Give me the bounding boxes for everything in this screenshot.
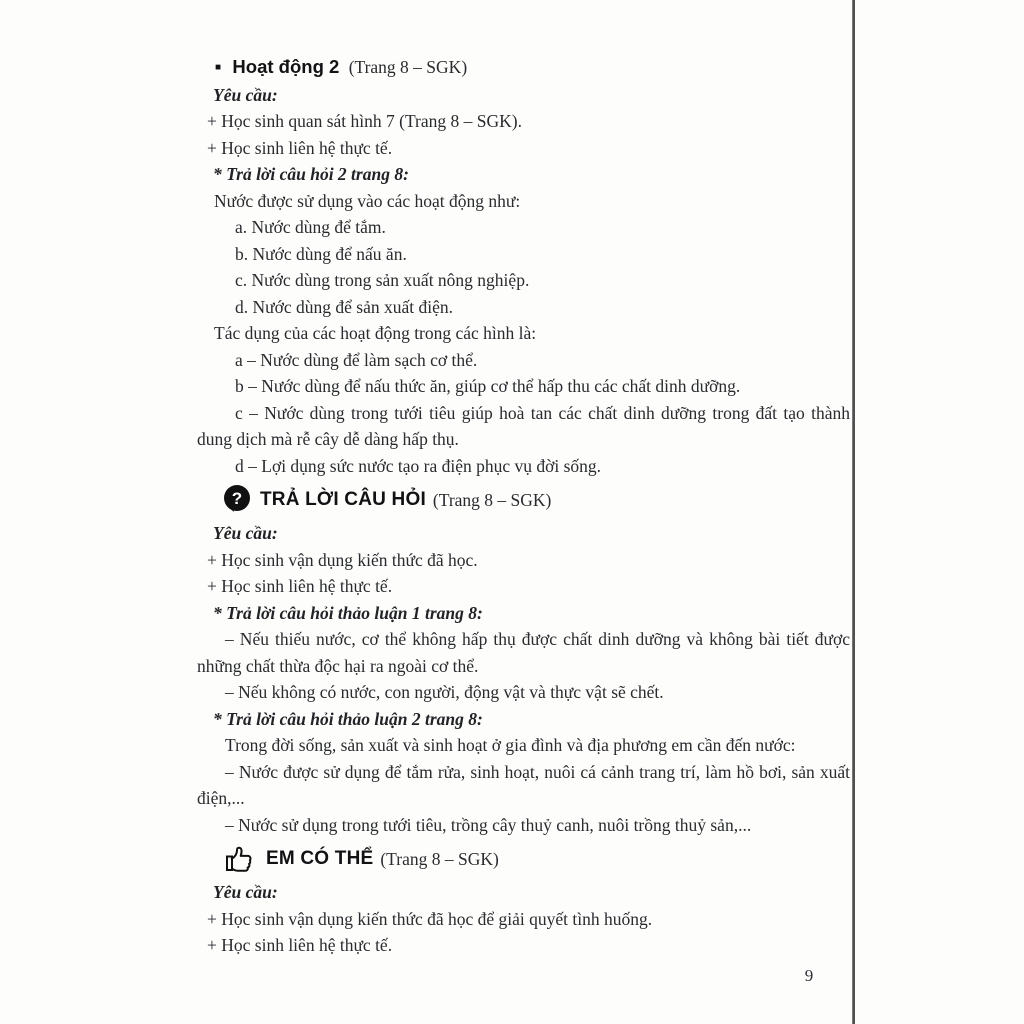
activity-2-title-suffix: (Trang 8 – SGK): [348, 57, 468, 77]
requirement-line: + Học sinh liên hệ thực tế.: [207, 137, 393, 158]
requirement-line: + Học sinh vận dụng kiến thức đã học.: [207, 549, 478, 570]
answer-label: * Trả lời câu hỏi thảo luận 1 trang 8:: [213, 602, 483, 623]
intro-paragraph: Tác dụng của các hoạt động trong các hình là:: [214, 323, 537, 343]
tra-loi-cau-hoi-title: TRẢ LỜI CÂU HỎI: [260, 488, 426, 510]
requirement-line: + Học sinh liên hệ thực tế.: [207, 576, 393, 596]
yeu-cau-label: Yêu cầu:: [213, 523, 278, 543]
list-item: b. Nước dùng để nấu ăn.: [235, 243, 407, 264]
list-item: d. Nước dùng để sản xuất điện.: [235, 296, 453, 317]
answer-paragraph: – Nếu thiếu nước, cơ thể không hấp thụ được chất dinh dưỡng và không bài tiết được những chất thừa độc hại ra ngoài cơ thể.: [197, 629, 850, 676]
requirement-line: + Học sinh liên hệ thực tế.: [207, 935, 393, 955]
em-co-the-heading-row: [197, 840, 850, 878]
effect-paragraph: b – Nước dùng để nấu thức ăn, giúp cơ thể hấp thu các chất dinh dưỡng.: [235, 376, 741, 396]
effect-paragraph: a – Nước dùng để làm sạch cơ thể.: [235, 349, 478, 370]
tra-loi-cau-hoi-title-suffix: (Trang 8 – SGK): [432, 489, 552, 510]
tra-loi-cau-hoi-heading-row: [197, 481, 850, 519]
svg-text:?: ?: [231, 489, 243, 508]
page-edge-line: [852, 0, 855, 1024]
intro-paragraph: Nước được sử dụng vào các hoạt động như:: [214, 190, 521, 211]
thumbs-up-icon: [221, 843, 259, 875]
question-bubble-icon: [221, 483, 253, 517]
square-bullet-icon: ■: [215, 62, 222, 73]
requirement-line: + Học sinh quan sát hình 7 (Trang 8 – SGK).: [207, 111, 522, 131]
effect-paragraph: c – Nước dùng trong tưới tiêu giúp hoà tan các chất dinh dưỡng trong đất tạo thành dung dịch mà rễ cây dễ dàng hấp thụ.: [197, 402, 850, 449]
answer-paragraph: – Nước sử dụng trong tưới tiêu, trồng cây thuỷ canh, nuôi trồng thuỷ sản,...: [225, 814, 752, 835]
em-co-the-title: EM CÓ THỂ: [266, 847, 374, 869]
yeu-cau-label: Yêu cầu:: [213, 84, 278, 105]
answer-intro-paragraph: Trong đời sống, sản xuất và sinh hoạt ở gia đình và địa phương em cần đến nước:: [225, 735, 796, 755]
answer-label: * Trả lời câu hỏi 2 trang 8:: [213, 164, 409, 184]
effect-paragraph: d – Lợi dụng sức nước tạo ra điện phục vụ đời sống.: [235, 455, 602, 476]
page-number: 9: [804, 966, 814, 985]
answer-label: * Trả lời câu hỏi thảo luận 2 trang 8:: [213, 708, 483, 729]
page-content: [197, 54, 850, 959]
activity-2-title: Hoạt động 2: [232, 56, 340, 77]
list-item: c. Nước dùng trong sản xuất nông nghiệp.: [235, 270, 530, 290]
activity-2-heading-row: [197, 54, 850, 82]
list-item: a. Nước dùng để tắm.: [235, 217, 386, 237]
answer-paragraph: – Nếu không có nước, con người, động vật và thực vật sẽ chết.: [225, 682, 664, 702]
yeu-cau-label: Yêu cầu:: [213, 882, 278, 902]
em-co-the-title-suffix: (Trang 8 – SGK): [380, 848, 499, 869]
requirement-line: + Học sinh vận dụng kiến thức đã học để giải quyết tình huống.: [207, 908, 653, 929]
answer-paragraph: – Nước được sử dụng để tắm rửa, sinh hoạt, nuôi cá cảnh trang trí, làm hồ bơi, sản xuất điện,...: [197, 761, 850, 808]
